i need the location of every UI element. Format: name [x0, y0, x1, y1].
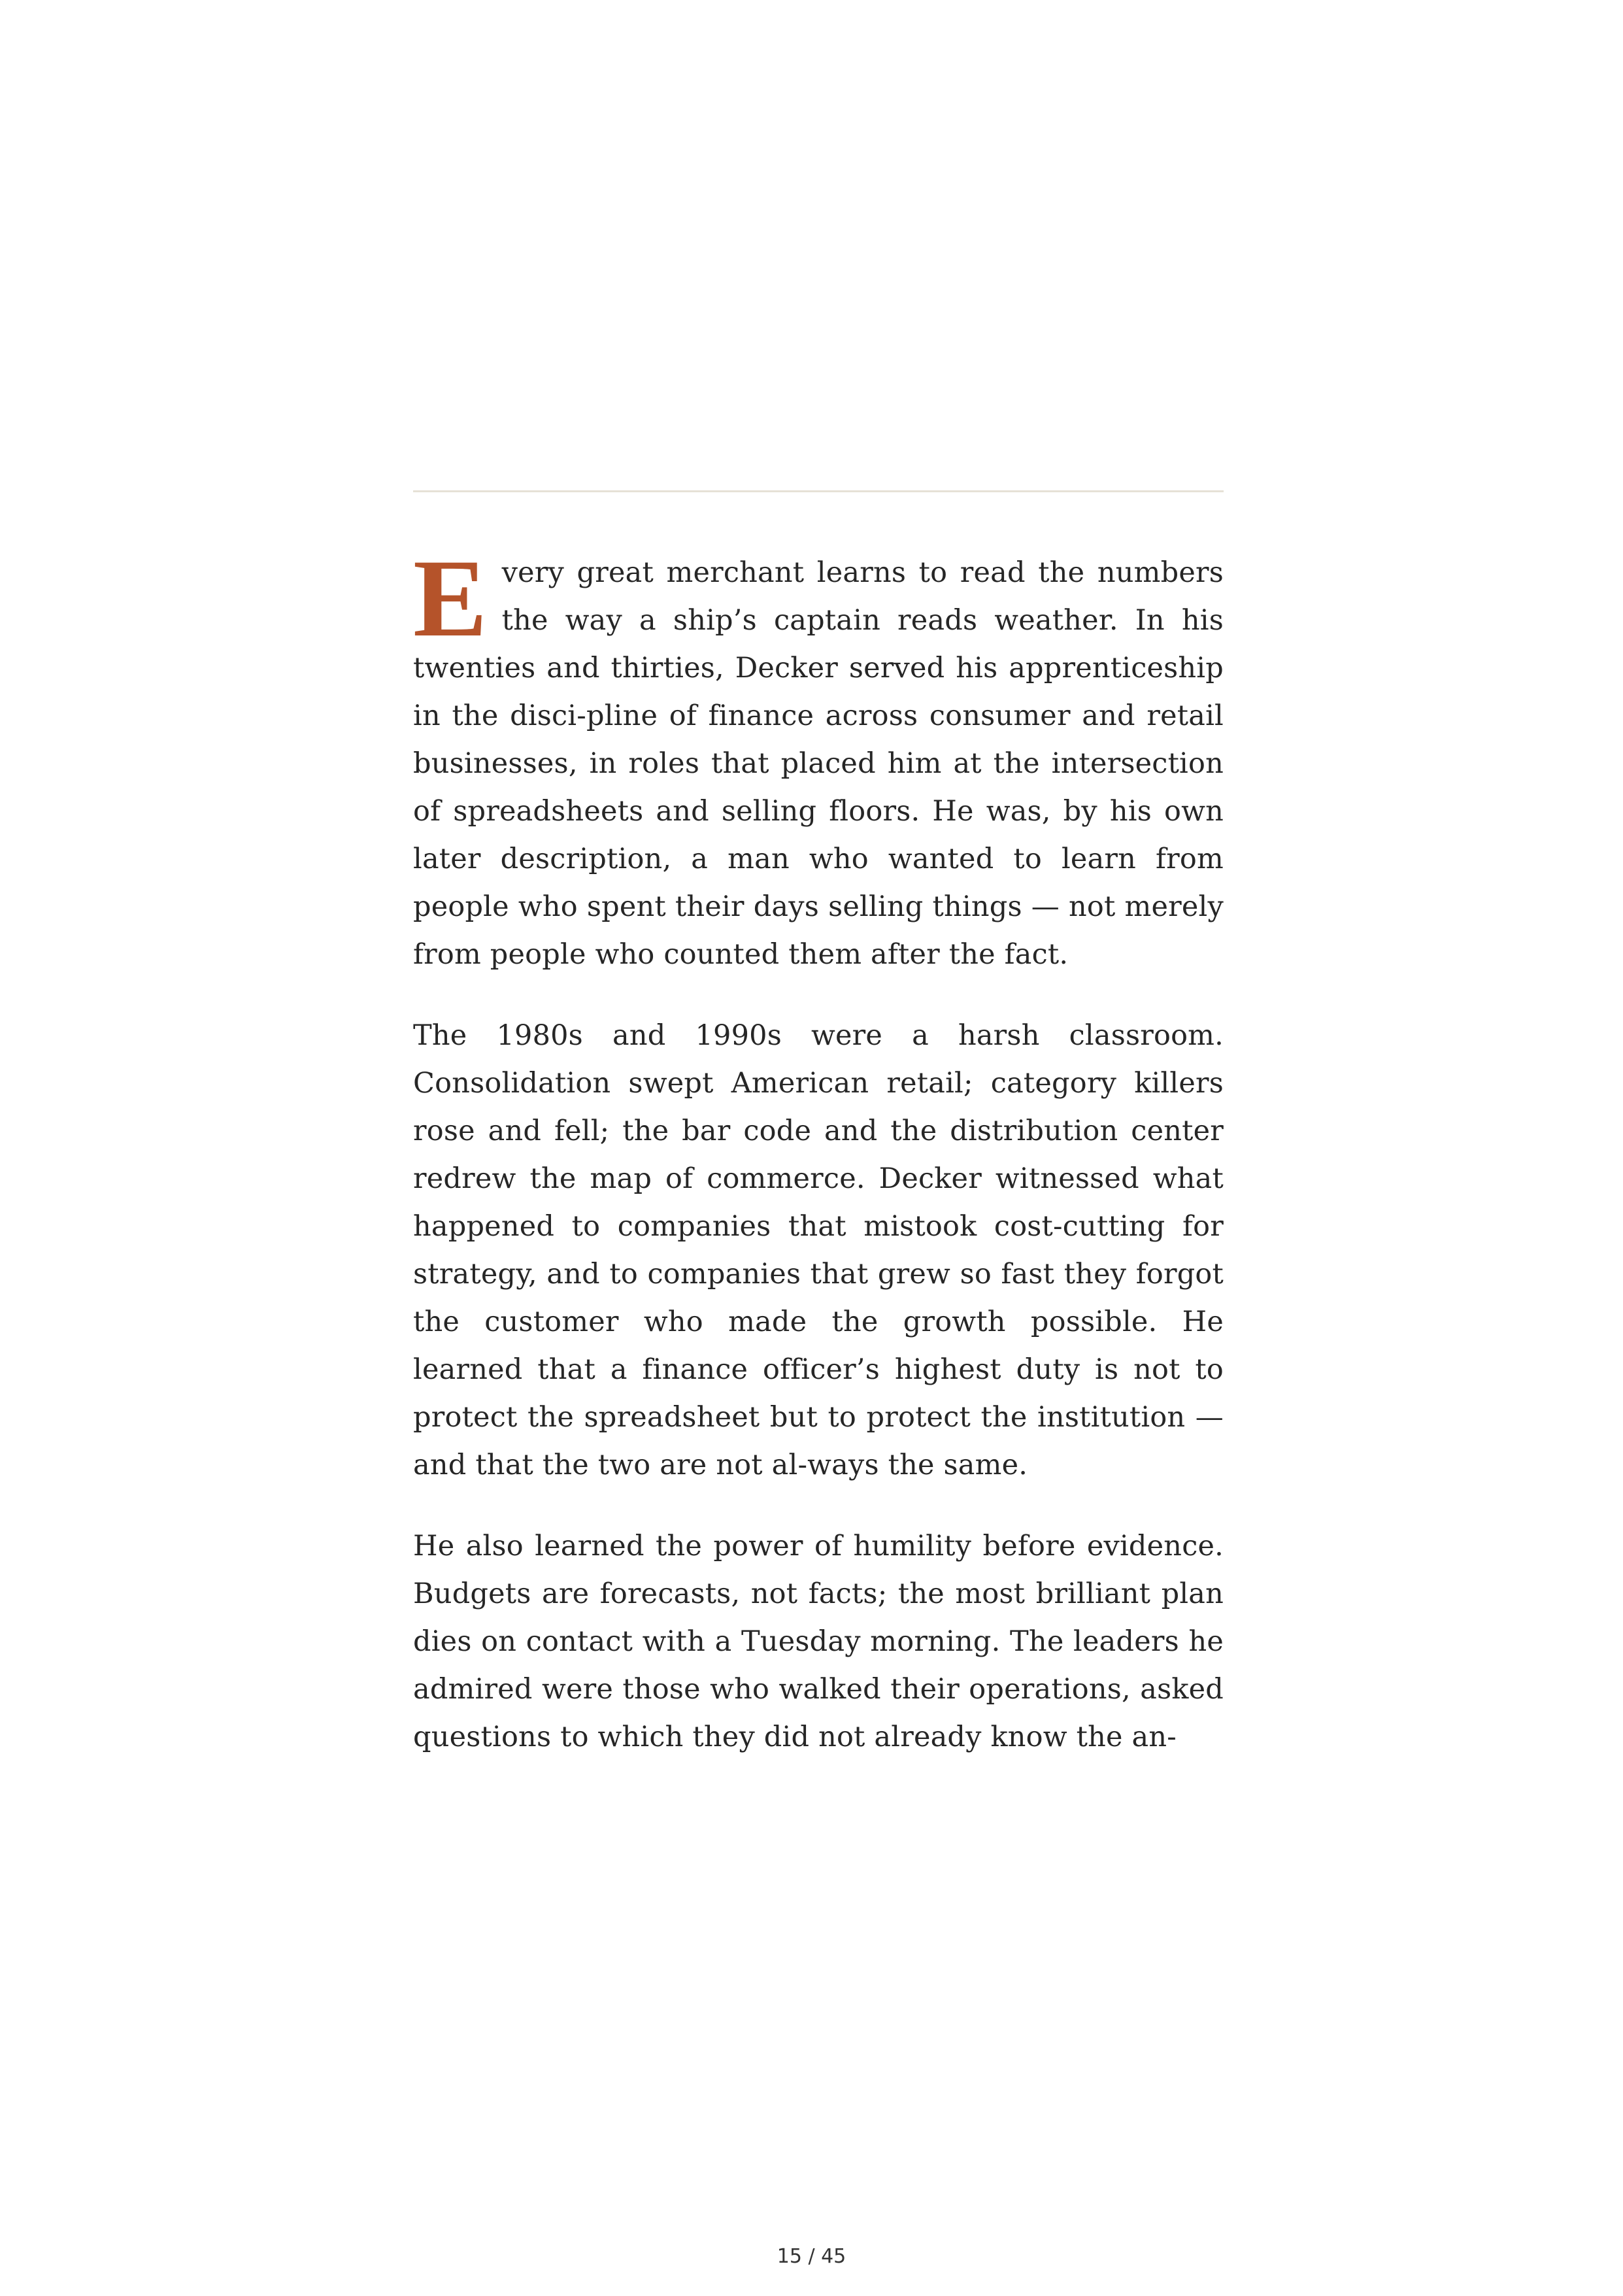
paragraph-1 — [413, 537, 1224, 979]
drop-cap: E — [413, 537, 488, 660]
paragraph-3: He also learned the power of humility before evidence. Budgets are forecasts, not facts; the most brilliant plan dies on contact with a Tuesday morning. The leaders he admired were those who walked their operations, asked questions to which they did not already know the an- — [413, 1530, 1224, 1753]
paragraph-2: The 1980s and 1990s were a harsh classroom. Consolidation swept American retail; category killers rose and fell; the bar code and the distribution center redrew the map of commerce. Decker witnessed what happened to companies that mistook cost-cutting for strategy, and to companies that grew so fast they forgot the customer who made the growth possible. He learned that a finance officer’s highest duty is not to protect the spreadsheet but to protect the institution — and that the two are not al-ways the same. — [413, 1019, 1224, 1481]
page-number: 15 / 45 — [777, 2245, 846, 2268]
top-divider — [413, 490, 1224, 492]
chapter-body — [413, 537, 1224, 1795]
paragraph-1-text: very great merchant learns to read the numbers the way a ship’s captain reads weather. In his twenties and thirties, Decker served his apprenticeship in the disci-pline of finance across consumer and retail businesses, in roles that placed him at the intersection of spreadsheets and selling floors. He was, by his own later description, a man who wanted to learn from people who spent their days selling things — not merely from people who counted them after the fact. — [413, 556, 1224, 971]
